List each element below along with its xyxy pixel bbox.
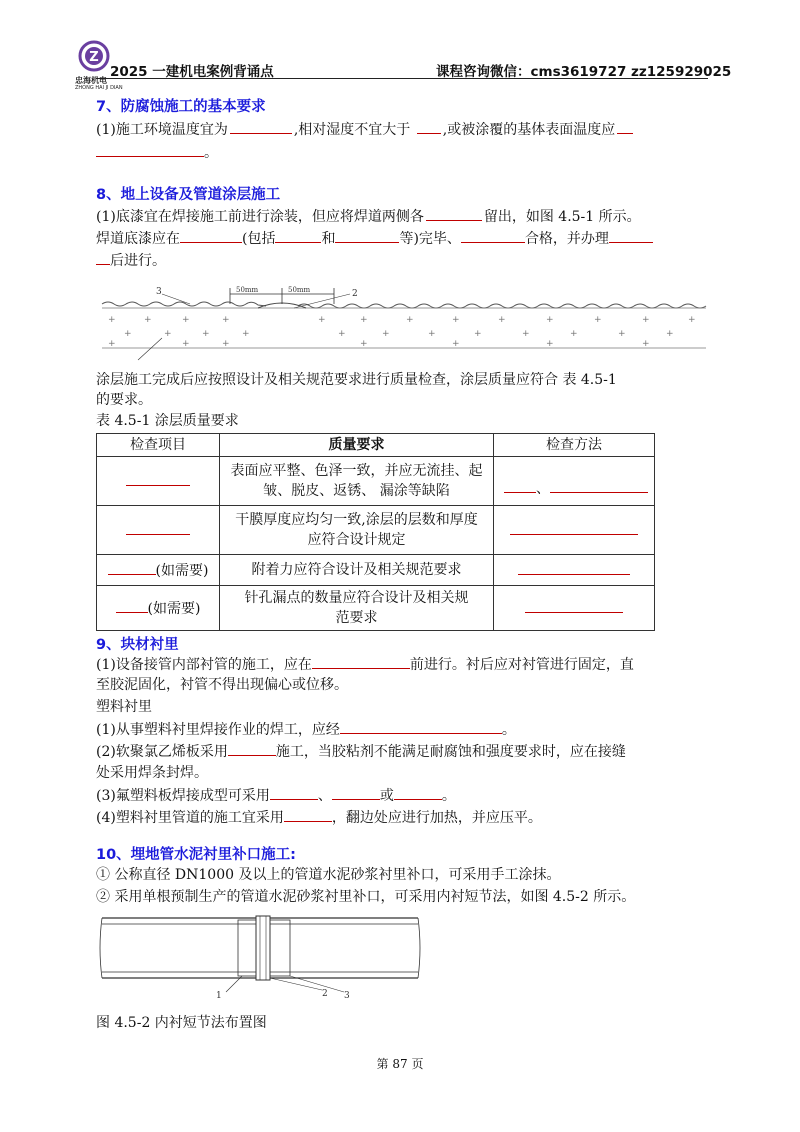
blank bbox=[180, 228, 242, 243]
s9-line-2: 至胶泥固化，衬管不得出现偏心或位移。 bbox=[96, 677, 348, 693]
s10-line-1: ① 公称直径 DN1000 及以上的管道水泥砂浆衬里补口，可采用手工涂抹。 bbox=[96, 867, 561, 883]
svg-text:+: + bbox=[318, 315, 326, 325]
blank bbox=[550, 478, 648, 493]
table-row bbox=[97, 555, 655, 586]
s9-line-7: (4)塑料衬里管道的施工宜采用 ，翻边处应进行加热，并应压平。 bbox=[96, 807, 542, 828]
blank bbox=[609, 228, 653, 243]
blank bbox=[617, 119, 633, 134]
s9-subheading: 塑料衬里 bbox=[96, 699, 152, 715]
req-text: 皱、脱皮、返锈、 漏涂等缺陷 bbox=[263, 483, 450, 499]
svg-text:+: + bbox=[182, 315, 190, 325]
svg-text:Z: Z bbox=[89, 50, 99, 65]
blank bbox=[270, 785, 318, 800]
req-text: 范要求 bbox=[335, 610, 378, 626]
svg-text:+: + bbox=[164, 329, 172, 339]
section-7-heading: 7、防腐蚀施工的基本要求 bbox=[96, 99, 266, 115]
svg-text:+: + bbox=[338, 329, 346, 339]
s10-line-2: ② 采用单根预制生产的管道水泥砂浆衬里补口，可采用内衬短节法，如图 4.5-2 所示。 bbox=[96, 889, 636, 905]
blank bbox=[394, 785, 442, 800]
s8-line-3: 后进行。 bbox=[96, 250, 166, 271]
blank bbox=[284, 807, 332, 822]
svg-text:+: + bbox=[406, 315, 414, 325]
lined-short-joint-figure bbox=[98, 910, 438, 1006]
s8-line-2: 焊道底漆应在 (包括 和 等)完毕、 合格，并办理 bbox=[96, 228, 653, 249]
svg-text:+: + bbox=[666, 329, 674, 339]
table-header-row bbox=[97, 434, 655, 457]
blank bbox=[126, 520, 190, 535]
blank bbox=[426, 206, 482, 221]
header-check-item: 检查项目 bbox=[97, 434, 220, 457]
blank bbox=[335, 228, 399, 243]
s8-para-1: 涂层施工完成后应按照设计及相关规范要求进行质量检查，涂层质量应符合 表 4.5-1 bbox=[96, 372, 617, 388]
svg-text:+: + bbox=[570, 329, 578, 339]
section-9-heading: 9、块材衬里 bbox=[96, 637, 179, 653]
coating-quality-table bbox=[96, 433, 655, 631]
s7-line-2: 。 bbox=[96, 142, 218, 163]
svg-text:+: + bbox=[144, 315, 152, 325]
svg-text:+: + bbox=[474, 329, 482, 339]
fig1-dim-right: 50mm bbox=[288, 286, 311, 294]
item-suffix: (如需要) bbox=[155, 562, 209, 579]
header-divider bbox=[96, 78, 708, 79]
svg-text:+: + bbox=[182, 339, 190, 349]
header-contact: 课程咨询微信：cms3619727 zz125929025 bbox=[436, 64, 732, 80]
blank bbox=[461, 228, 525, 243]
blank bbox=[96, 142, 204, 157]
req-text: 应符合设计规定 bbox=[307, 532, 406, 548]
fig2-label-3: 3 bbox=[344, 991, 350, 1001]
svg-text:+: + bbox=[428, 329, 436, 339]
s9-line-6: (3)氟塑料板焊接成型可采用 、 或 。 bbox=[96, 785, 456, 806]
blank bbox=[96, 250, 110, 265]
fig1-label-3: 3 bbox=[156, 287, 162, 297]
figure-caption: 图 4.5-2 内衬短节法布置图 bbox=[96, 1015, 267, 1031]
svg-text:+: + bbox=[108, 315, 116, 325]
svg-text:+: + bbox=[242, 329, 250, 339]
s9-line-3: (1)从事塑料衬里焊接作业的焊工，应经 。 bbox=[96, 719, 516, 740]
svg-text:+: + bbox=[688, 315, 696, 325]
logo-subtext: ZHONG HAI JI DIAN bbox=[75, 85, 123, 91]
svg-text:+: + bbox=[452, 315, 460, 325]
svg-text:+: + bbox=[222, 339, 230, 349]
s9-line-5: 处采用焊条封焊。 bbox=[96, 765, 208, 781]
header-quality-req: 质量要求 bbox=[220, 434, 494, 457]
blank bbox=[510, 520, 638, 535]
svg-text:+: + bbox=[124, 329, 132, 339]
fig2-label-1: 1 bbox=[216, 991, 222, 1001]
svg-text:+: + bbox=[546, 339, 554, 349]
item-suffix: (如需要) bbox=[147, 600, 201, 617]
svg-text:+: + bbox=[202, 329, 210, 339]
svg-text:+: + bbox=[452, 339, 460, 349]
svg-text:+: + bbox=[382, 329, 390, 339]
header-check-method: 检查方法 bbox=[494, 434, 655, 457]
s7-line-1: (1)施工环境温度宜为 ,相对湿度不宜大于 ,或被涂覆的基体表面温度应 bbox=[96, 119, 633, 140]
blank bbox=[230, 119, 292, 134]
svg-text:+: + bbox=[222, 315, 230, 325]
fig1-label-2: 2 bbox=[352, 289, 358, 299]
svg-text:+: + bbox=[498, 315, 506, 325]
blank bbox=[108, 560, 156, 575]
svg-text:+: + bbox=[360, 315, 368, 325]
blank bbox=[116, 598, 148, 613]
svg-text:+: + bbox=[360, 339, 368, 349]
svg-text:+: + bbox=[642, 339, 650, 349]
svg-text:+: + bbox=[522, 329, 530, 339]
header-title: 2025 一建机电案例背诵点 bbox=[110, 64, 274, 80]
blank bbox=[417, 119, 441, 134]
blank bbox=[126, 471, 190, 486]
table-row bbox=[97, 586, 655, 631]
svg-text:+: + bbox=[642, 315, 650, 325]
req-text: 针孔漏点的数量应符合设计及相关规 bbox=[244, 590, 469, 606]
fig1-dim-left: 50mm bbox=[236, 286, 259, 294]
table-row bbox=[97, 457, 655, 506]
logo-text: 忠海机电 bbox=[75, 76, 107, 85]
blank bbox=[332, 785, 380, 800]
fig2-label-2: 2 bbox=[322, 989, 328, 999]
s8-line-1: (1)底漆宜在焊接施工前进行涂装，但应将焊道两侧各 留出，如图 4.5-1 所示。 bbox=[96, 206, 641, 227]
table-caption: 表 4.5-1 涂层质量要求 bbox=[96, 413, 239, 429]
blank bbox=[312, 654, 410, 669]
s8-para-2: 的要求。 bbox=[96, 392, 152, 408]
svg-text:+: + bbox=[546, 315, 554, 325]
svg-text:+: + bbox=[618, 329, 626, 339]
blank bbox=[228, 741, 276, 756]
blank bbox=[518, 560, 630, 575]
req-text: 附着力应符合设计及相关规范要求 bbox=[220, 555, 494, 586]
coating-weld-figure bbox=[98, 282, 710, 364]
svg-text:+: + bbox=[108, 339, 116, 349]
blank bbox=[275, 228, 321, 243]
blank bbox=[340, 719, 502, 734]
section-8-heading: 8、地上设备及管道涂层施工 bbox=[96, 187, 281, 203]
req-text: 干膜厚度应均匀一致,涂层的层数和厚度 bbox=[235, 512, 478, 528]
table-row bbox=[97, 506, 655, 555]
blank bbox=[525, 598, 623, 613]
req-text: 表面应平整、色泽一致，并应无流挂、起 bbox=[230, 463, 483, 479]
s9-line-4: (2)软聚氯乙烯板采用 施工，当胶粘剂不能满足耐腐蚀和强度要求时，应在接缝 bbox=[96, 741, 626, 762]
s9-line-1: (1)设备接管内部衬管的施工，应在 前进行。衬后应对衬管进行固定，直 bbox=[96, 654, 634, 675]
blank bbox=[504, 478, 536, 493]
separator: 、 bbox=[536, 480, 550, 497]
svg-text:+: + bbox=[594, 315, 602, 325]
page-number: 第 87 页 bbox=[376, 1057, 424, 1071]
section-10-heading: 10、埋地管水泥衬里补口施工: bbox=[96, 847, 296, 863]
